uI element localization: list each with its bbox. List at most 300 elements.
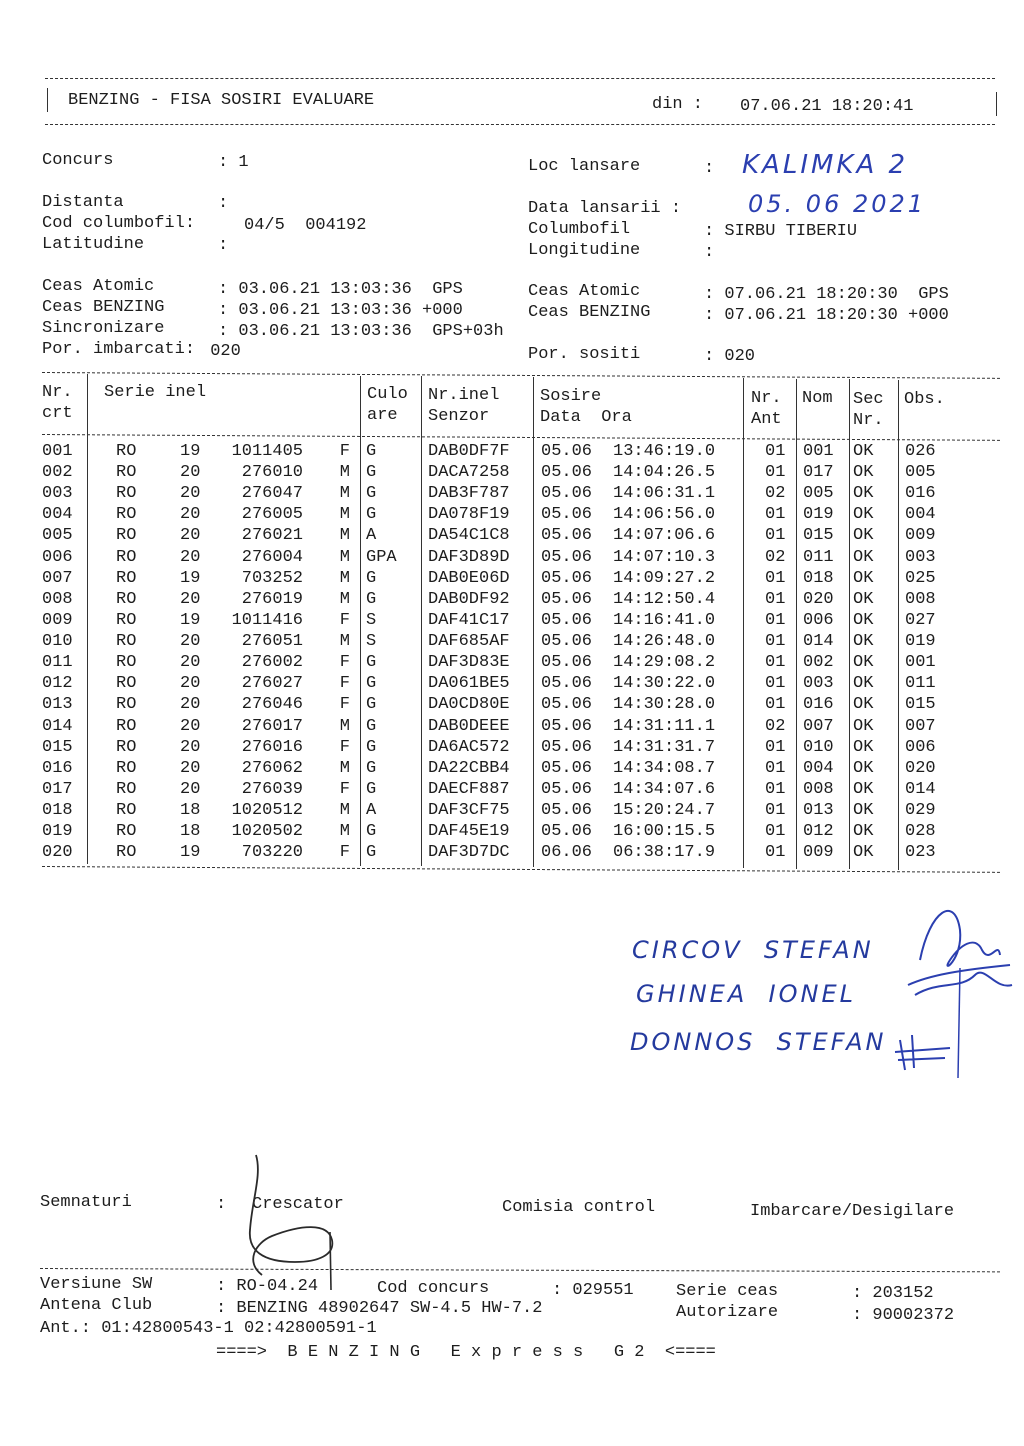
cell-obs: 027 xyxy=(905,610,936,630)
cell-sec: OK xyxy=(853,589,874,609)
cell-arrival-date: 06.06 xyxy=(541,843,593,863)
clock-right-1-value: : 07.06.21 18:20:30 GPS xyxy=(704,285,949,304)
cell-antenna: 02 xyxy=(765,547,786,567)
cell-sex: M xyxy=(339,463,350,483)
cell-ring: 1011405 xyxy=(231,442,303,461)
cell-arrival-time: 14:12:50.4 xyxy=(613,589,716,609)
th-nom: Nom xyxy=(802,389,833,408)
cell-year: 20 xyxy=(180,779,201,799)
th-sec-1: Sec xyxy=(853,390,884,409)
table-row xyxy=(0,779,1024,800)
versiune-sw-label: Versiune SW xyxy=(40,1275,153,1294)
cell-obs: 019 xyxy=(905,632,936,652)
cell-obs: 014 xyxy=(905,779,936,799)
cell-country: RO xyxy=(116,716,137,736)
cell-arrival-date: 05.06 xyxy=(541,463,593,483)
cell-arrival-time: 15:20:24.7 xyxy=(613,801,716,821)
cell-country: RO xyxy=(116,822,137,842)
report-date-label: din : xyxy=(652,95,704,114)
cell-country: RO xyxy=(116,695,137,715)
cell-year: 20 xyxy=(180,526,201,546)
table-row xyxy=(0,547,1024,568)
cell-obs: 009 xyxy=(905,526,936,546)
signatures-sep: : xyxy=(216,1195,227,1214)
cell-arrival-date: 05.06 xyxy=(541,716,593,736)
cell-nom: 018 xyxy=(803,568,834,588)
table-row xyxy=(0,737,1024,758)
cell-nom: 013 xyxy=(803,801,834,821)
clock-left-3-label: Sincronizare xyxy=(42,319,165,338)
cell-arrival-time: 14:34:07.6 xyxy=(613,779,716,799)
cell-ring: 276047 xyxy=(241,484,303,504)
cell-ring: 703252 xyxy=(241,568,303,588)
cell-ring: 276016 xyxy=(241,737,303,757)
cell-ring: 1011416 xyxy=(231,610,303,630)
th-obs: Obs. xyxy=(904,390,945,409)
cell-crt: 006 xyxy=(42,547,73,567)
cell-arrival-time: 14:07:06.6 xyxy=(613,526,716,546)
table-row xyxy=(0,673,1024,694)
cell-crt: 018 xyxy=(42,801,73,821)
cell-sex: F xyxy=(339,737,350,757)
cell-sex: M xyxy=(339,568,350,588)
cell-country: RO xyxy=(116,779,137,799)
cell-year: 19 xyxy=(180,568,201,588)
cell-year: 19 xyxy=(180,610,201,630)
cell-antenna: 01 xyxy=(765,589,786,609)
cell-sec: OK xyxy=(853,695,874,715)
cell-country: RO xyxy=(116,674,137,694)
cell-color: G xyxy=(366,674,377,694)
cell-year: 20 xyxy=(180,632,201,652)
table-row xyxy=(0,716,1024,737)
table-header-border xyxy=(42,434,1000,441)
cell-nom: 019 xyxy=(803,505,834,525)
cell-sensor: DA54C1C8 xyxy=(428,526,510,546)
cell-sec: OK xyxy=(853,505,874,525)
cell-antenna: 01 xyxy=(765,505,786,525)
latitudine-label: Latitudine xyxy=(42,235,145,254)
cell-arrival-date: 05.06 xyxy=(541,737,593,757)
columbofil-label: Columbofil xyxy=(528,220,631,239)
table-row xyxy=(0,525,1024,546)
cell-nom: 001 xyxy=(803,442,834,461)
cell-year: 20 xyxy=(180,716,201,736)
cell-crt: 013 xyxy=(42,695,73,715)
cell-year: 20 xyxy=(180,653,201,673)
table-row xyxy=(0,441,1024,462)
cell-year: 18 xyxy=(180,801,201,821)
cell-ring: 276021 xyxy=(241,526,303,546)
cell-antenna: 01 xyxy=(765,843,786,863)
clock-left-1-value: : 03.06.21 13:03:36 GPS xyxy=(218,280,463,299)
table-row xyxy=(0,483,1024,504)
cell-arrival-time: 16:00:15.5 xyxy=(613,822,716,842)
table-row xyxy=(0,462,1024,483)
cell-color: G xyxy=(366,442,377,461)
cell-ring: 276005 xyxy=(241,505,303,525)
cell-obs: 029 xyxy=(905,801,936,821)
cell-arrival-time: 14:30:28.0 xyxy=(613,695,716,715)
columbofil-value: : SIRBU TIBERIU xyxy=(704,222,858,241)
cell-crt: 016 xyxy=(42,758,73,778)
cell-arrival-date: 05.06 xyxy=(541,505,593,525)
clock-left-2-label: Ceas BENZING xyxy=(42,298,165,317)
cell-arrival-date: 05.06 xyxy=(541,632,593,652)
cell-arrival-time: 14:16:41.0 xyxy=(613,610,716,630)
cell-sex: M xyxy=(339,484,350,504)
cell-arrival-date: 05.06 xyxy=(541,801,593,821)
autorizare-label: Autorizare xyxy=(676,1303,779,1322)
table-row xyxy=(0,652,1024,673)
cell-year: 20 xyxy=(180,547,201,567)
cell-obs: 020 xyxy=(905,758,936,778)
cell-sensor: DAB0DEEE xyxy=(428,716,510,736)
cell-sec: OK xyxy=(853,484,874,504)
cell-arrival-time: 14:06:31.1 xyxy=(613,484,716,504)
cell-crt: 019 xyxy=(42,822,73,842)
cell-color: S xyxy=(366,610,377,630)
cell-color: G xyxy=(366,779,377,799)
cell-year: 20 xyxy=(180,589,201,609)
cell-sex: M xyxy=(339,547,350,567)
cell-color: G xyxy=(366,758,377,778)
distanta-value: : xyxy=(218,194,229,213)
cell-sex: F xyxy=(339,442,350,461)
cell-ring: 276062 xyxy=(241,758,303,778)
cell-sec: OK xyxy=(853,463,874,483)
cell-sensor: DA078F19 xyxy=(428,505,510,525)
cell-ring: 276002 xyxy=(241,653,303,673)
cell-sensor: DAF685AF xyxy=(428,632,510,652)
cell-sex: F xyxy=(339,674,350,694)
cell-antenna: 01 xyxy=(765,801,786,821)
autorizare-value: : 90002372 xyxy=(852,1306,955,1325)
cell-year: 19 xyxy=(180,442,201,461)
cell-sec: OK xyxy=(853,716,874,736)
cell-arrival-date: 05.06 xyxy=(541,442,593,461)
cell-arrival-date: 05.06 xyxy=(541,653,593,673)
clock-right-1-label: Ceas Atomic xyxy=(528,282,641,301)
cell-crt: 015 xyxy=(42,737,73,757)
report-title: BENZING - FISA SOSIRI EVALUARE xyxy=(68,91,375,110)
cell-arrival-time: 14:04:26.5 xyxy=(613,463,716,483)
cell-color: G xyxy=(366,695,377,715)
cell-arrival-time: 14:31:31.7 xyxy=(613,737,716,757)
cell-sex: F xyxy=(339,779,350,799)
cell-sec: OK xyxy=(853,822,874,842)
cell-sec: OK xyxy=(853,653,874,673)
cell-country: RO xyxy=(116,547,137,567)
cell-arrival-date: 05.06 xyxy=(541,568,593,588)
cell-ring: 276051 xyxy=(241,632,303,652)
cell-ring: 1020512 xyxy=(231,801,303,821)
cell-color: G xyxy=(366,822,377,842)
cell-color: G xyxy=(366,716,377,736)
cell-crt: 008 xyxy=(42,589,73,609)
th-nr-crt-2: crt xyxy=(42,404,73,423)
cell-obs: 008 xyxy=(905,589,936,609)
cell-year: 20 xyxy=(180,695,201,715)
cell-country: RO xyxy=(116,568,137,588)
cell-country: RO xyxy=(116,632,137,652)
cell-antenna: 01 xyxy=(765,610,786,630)
th-sec-2: Nr. xyxy=(853,411,884,430)
cell-color: G xyxy=(366,568,377,588)
table-top-border xyxy=(42,372,1000,379)
cell-sex: F xyxy=(339,843,350,863)
cell-obs: 003 xyxy=(905,547,936,567)
cell-sensor: DAB0DF92 xyxy=(428,589,510,609)
cell-antenna: 02 xyxy=(765,716,786,736)
header-right-border xyxy=(996,92,997,116)
cell-ring: 276019 xyxy=(241,589,303,609)
table-row xyxy=(0,631,1024,652)
cell-country: RO xyxy=(116,484,137,504)
commission-member-2: GHINEA IONEL xyxy=(636,980,856,1008)
cell-arrival-date: 05.06 xyxy=(541,547,593,567)
commission-member-1: CIRCOV STEFAN xyxy=(632,936,874,964)
cell-nom: 017 xyxy=(803,463,834,483)
cell-sex: F xyxy=(339,695,350,715)
cell-crt: 011 xyxy=(42,653,73,673)
cell-crt: 014 xyxy=(42,716,73,736)
cell-sec: OK xyxy=(853,632,874,652)
cell-country: RO xyxy=(116,610,137,630)
table-row xyxy=(0,589,1024,610)
cell-arrival-time: 06:38:17.9 xyxy=(613,843,716,863)
cell-color: G xyxy=(366,484,377,504)
cell-sensor: DAB0DF7F xyxy=(428,442,510,461)
cell-obs: 004 xyxy=(905,505,936,525)
cell-color: G xyxy=(366,505,377,525)
cell-year: 18 xyxy=(180,822,201,842)
data-lansarii-handwritten: 05. 06 2021 xyxy=(748,190,927,218)
cell-color: A xyxy=(366,526,377,546)
cell-obs: 007 xyxy=(905,716,936,736)
cell-arrival-time: 14:34:08.7 xyxy=(613,758,716,778)
cell-sex: M xyxy=(339,822,350,842)
cod-concurs-label: Cod concurs xyxy=(377,1279,490,1298)
cell-color: GPA xyxy=(366,547,397,567)
cell-sex: M xyxy=(339,758,350,778)
cell-antenna: 01 xyxy=(765,653,786,673)
cell-arrival-time: 14:06:56.0 xyxy=(613,505,716,525)
cell-antenna: 02 xyxy=(765,484,786,504)
cell-sex: F xyxy=(339,610,350,630)
cell-ring: 276017 xyxy=(241,716,303,736)
cell-sensor: DAF41C17 xyxy=(428,610,510,630)
clock-right-2-label: Ceas BENZING xyxy=(528,303,651,322)
cell-antenna: 01 xyxy=(765,442,786,461)
clock-right-2-value: : 07.06.21 18:20:30 +000 xyxy=(704,306,949,325)
cell-crt: 004 xyxy=(42,505,73,525)
cell-color: G xyxy=(366,589,377,609)
cell-nom: 009 xyxy=(803,843,834,863)
clock-left-4-value: 020 xyxy=(200,342,241,361)
cell-antenna: 01 xyxy=(765,463,786,483)
cell-nom: 011 xyxy=(803,547,834,567)
clock-right-3-label: Por. sositi xyxy=(528,345,641,364)
cell-sex: M xyxy=(339,589,350,609)
cell-crt: 010 xyxy=(42,632,73,652)
cell-sensor: DAF3CF75 xyxy=(428,801,510,821)
cod-concurs-value: : 029551 xyxy=(552,1281,634,1300)
cell-color: G xyxy=(366,843,377,863)
cell-sec: OK xyxy=(853,801,874,821)
cell-antenna: 01 xyxy=(765,779,786,799)
cell-arrival-time: 14:26:48.0 xyxy=(613,632,716,652)
cell-arrival-time: 13:46:19.0 xyxy=(613,442,716,461)
latitudine-value: : xyxy=(218,236,229,255)
cell-sensor: DAECF887 xyxy=(428,779,510,799)
distanta-label: Distanta xyxy=(42,193,124,212)
cell-obs: 016 xyxy=(905,484,936,504)
cell-sec: OK xyxy=(853,779,874,799)
clock-left-1-label: Ceas Atomic xyxy=(42,277,155,296)
cell-color: G xyxy=(366,653,377,673)
cell-arrival-time: 14:29:08.2 xyxy=(613,653,716,673)
cell-crt: 005 xyxy=(42,526,73,546)
th-nr-ant-1: Nr. xyxy=(751,389,782,408)
cell-nom: 008 xyxy=(803,779,834,799)
signature-crescator-label: Crescator xyxy=(252,1195,344,1214)
th-nr-crt-1: Nr. xyxy=(42,383,73,402)
cell-crt: 020 xyxy=(42,843,73,863)
cell-country: RO xyxy=(116,526,137,546)
signature-imbarcare-label: Imbarcare/Desigilare xyxy=(750,1202,955,1221)
cell-color: G xyxy=(366,463,377,483)
cell-ring: 276039 xyxy=(241,779,303,799)
cell-year: 19 xyxy=(180,843,201,863)
cell-sensor: DA6AC572 xyxy=(428,737,510,757)
clock-left-3-value: : 03.06.21 13:03:36 GPS+03h xyxy=(218,322,504,341)
cell-nom: 006 xyxy=(803,610,834,630)
cell-sec: OK xyxy=(853,568,874,588)
cell-country: RO xyxy=(116,505,137,525)
report-date-value: 07.06.21 18:20:41 xyxy=(740,97,914,116)
data-lansarii-label: Data lansarii : xyxy=(528,199,682,218)
cell-obs: 028 xyxy=(905,822,936,842)
cell-arrival-date: 05.06 xyxy=(541,758,593,778)
cell-nom: 005 xyxy=(803,484,834,504)
cell-year: 20 xyxy=(180,674,201,694)
concurs-value: : 1 xyxy=(218,153,249,172)
th-serie-inel: Serie inel xyxy=(104,383,207,402)
cell-ring: 1020502 xyxy=(231,822,303,842)
cell-sec: OK xyxy=(853,737,874,757)
table-row xyxy=(0,800,1024,821)
cell-sec: OK xyxy=(853,610,874,630)
cell-crt: 009 xyxy=(42,610,73,630)
cell-crt: 012 xyxy=(42,674,73,694)
cell-nom: 020 xyxy=(803,589,834,609)
versiune-sw-value: : RO-04.24 xyxy=(216,1277,319,1296)
cell-sec: OK xyxy=(853,547,874,567)
cell-sex: F xyxy=(339,653,350,673)
th-culoare-1: Culo xyxy=(367,385,408,404)
cell-obs: 011 xyxy=(905,674,936,694)
loc-lansare-sep: : xyxy=(704,159,715,178)
cell-arrival-date: 05.06 xyxy=(541,589,593,609)
th-sosire-2: Data Ora xyxy=(540,408,632,427)
cell-crt: 002 xyxy=(42,463,73,483)
cell-sex: M xyxy=(339,505,350,525)
cell-sensor: DA22CBB4 xyxy=(428,758,510,778)
loc-lansare-label: Loc lansare xyxy=(528,157,641,176)
cell-nom: 015 xyxy=(803,526,834,546)
cell-antenna: 01 xyxy=(765,822,786,842)
antenna-ids: Ant.: 01:42800543-1 02:42800591-1 xyxy=(40,1319,377,1338)
loc-lansare-handwritten: KALIMKA 2 xyxy=(742,150,909,180)
th-nr-inel-2: Senzor xyxy=(428,407,490,426)
cell-nom: 014 xyxy=(803,632,834,652)
cell-arrival-time: 14:30:22.0 xyxy=(613,674,716,694)
cell-sensor: DAF3D83E xyxy=(428,653,510,673)
cell-antenna: 01 xyxy=(765,695,786,715)
cod-columbofil-value: 04/5 004192 xyxy=(244,216,367,235)
commission-member-3: DONNOS STEFAN xyxy=(630,1028,887,1056)
table-row xyxy=(0,842,1024,863)
cell-country: RO xyxy=(116,442,137,461)
th-nr-ant-2: Ant xyxy=(751,410,782,429)
header-left-border xyxy=(47,88,48,112)
th-nr-inel-1: Nr.inel xyxy=(428,386,500,405)
benzing-express-banner: ====> B E N Z I N G E x p r e s s G 2 <==== xyxy=(216,1343,716,1362)
cell-ring: 703220 xyxy=(241,843,303,863)
cell-antenna: 01 xyxy=(765,632,786,652)
cell-nom: 007 xyxy=(803,716,834,736)
cell-sensor: DAB3F787 xyxy=(428,484,510,504)
cell-ring: 276010 xyxy=(241,463,303,483)
cell-year: 20 xyxy=(180,737,201,757)
cell-arrival-date: 05.06 xyxy=(541,779,593,799)
cell-antenna: 01 xyxy=(765,737,786,757)
cell-arrival-time: 14:07:10.3 xyxy=(613,547,716,567)
cell-nom: 002 xyxy=(803,653,834,673)
cell-ring: 276027 xyxy=(241,674,303,694)
signature-comisia-label: Comisia control xyxy=(502,1198,656,1217)
cell-arrival-date: 05.06 xyxy=(541,484,593,504)
cell-obs: 005 xyxy=(905,463,936,483)
cell-year: 20 xyxy=(180,758,201,778)
cell-crt: 007 xyxy=(42,568,73,588)
cell-country: RO xyxy=(116,737,137,757)
cell-arrival-date: 05.06 xyxy=(541,526,593,546)
antena-club-value: : BENZING 48902647 SW-4.5 HW-7.2 xyxy=(216,1299,543,1318)
cell-arrival-date: 05.06 xyxy=(541,695,593,715)
cell-color: A xyxy=(366,801,377,821)
table-row xyxy=(0,504,1024,525)
cod-columbofil-label: Cod columbofil: xyxy=(42,214,196,233)
cell-obs: 026 xyxy=(905,442,936,461)
cell-country: RO xyxy=(116,843,137,863)
cell-obs: 025 xyxy=(905,568,936,588)
table-bottom-border xyxy=(42,866,1000,873)
footer-separator xyxy=(40,1268,1000,1272)
table-row xyxy=(0,568,1024,589)
th-sosire-1: Sosire xyxy=(540,387,602,406)
cell-obs: 023 xyxy=(905,843,936,863)
cell-country: RO xyxy=(116,801,137,821)
header-bottom-border xyxy=(45,124,995,125)
table-row xyxy=(0,758,1024,779)
serie-ceas-label: Serie ceas xyxy=(676,1282,779,1301)
cell-antenna: 01 xyxy=(765,568,786,588)
cell-sex: M xyxy=(339,632,350,652)
cell-sensor: DA061BE5 xyxy=(428,674,510,694)
cell-antenna: 01 xyxy=(765,758,786,778)
